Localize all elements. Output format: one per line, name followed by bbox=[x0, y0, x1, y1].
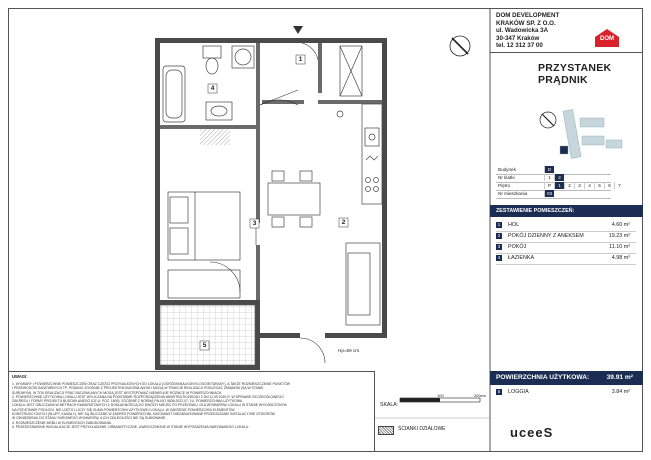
location-cell: 4 bbox=[584, 182, 594, 189]
notes-text bbox=[12, 382, 372, 429]
note-line: 1. WYMIARY I POWIERZCHNIE POMIESZCZEŃ ORAZ CZĘŚCI PRZYNALEŻNYCH DO LOKALU (OGRÓDKI/BALKONY/LOGGIE/TARASY), A TAKŻE ROZMIESZCZENIE PUNKTÓW bbox=[12, 382, 290, 386]
notes-title: UWAGI: bbox=[12, 374, 28, 379]
total-area-label: POWIERZCHNIA UŻYTKOWA: bbox=[496, 374, 590, 381]
note-line: NA PODSTAWIE PODŁOGI. NIE UJĘTO I LICZY SIĘ SUMA POWIERZCHNI UŻYTKOWEJ LOKALU. W ZAKRESIE POWIERZCHNI ELEMENTÓW bbox=[12, 407, 235, 412]
loggia-name: LOGGIA bbox=[508, 389, 529, 395]
location-cell: 2 bbox=[554, 174, 564, 181]
location-cell: 1 bbox=[554, 182, 564, 189]
location-cell: 2 bbox=[564, 182, 574, 189]
scale-end: 200cm bbox=[474, 393, 487, 398]
location-cell: 03 bbox=[544, 190, 554, 197]
scale-label: SKALA: bbox=[380, 402, 399, 408]
room-label-hall: 1 bbox=[298, 56, 303, 63]
room-name: HOL bbox=[508, 222, 520, 228]
scale-bar bbox=[400, 398, 480, 402]
location-row-label: Piętro bbox=[498, 183, 511, 188]
room-number: 4 bbox=[497, 255, 501, 260]
location-cell: 6 bbox=[604, 182, 614, 189]
note-line: KONSTRUKCYJNYCH (SŁUPY, KANAŁY), NIE SĄ WLICZANE W ZAKRES POWIERZCHNI, NATOMIAST NIEZABUDOWANE PRZEDSCIANKI INSTALACYJNE OTWORÓW bbox=[12, 412, 275, 417]
room-area: 4.60 m² bbox=[611, 222, 630, 228]
room-label-living: 2 bbox=[341, 219, 346, 226]
note-line: W ODNIESIENIU DO STANU SUROWEGO WYMIARÓW, A ICH ODLEGŁOŚCI NIE SĄ SUMOWANE. bbox=[12, 416, 167, 421]
height-note: Hp=59 cm bbox=[338, 348, 360, 353]
note-line: 2. POWIERZCHNIĘ UŻYTKOWĄ LOKALU JEST WYLICZANA NA PODSTAWIE ROZPORZĄDZENIA MINISTRA ROZWOJU Z DN 11.09.2020 R. W SPRAWIE SZCZEGÓŁOWEGO bbox=[12, 394, 284, 399]
developer-info bbox=[496, 12, 559, 50]
location-cell: 5 bbox=[594, 182, 604, 189]
scale-mid: 100 bbox=[437, 393, 444, 398]
loggia-number: 5 bbox=[497, 389, 501, 394]
room-label-bathroom: 4 bbox=[210, 85, 215, 92]
keyplan-compass-icon bbox=[540, 112, 556, 128]
room-name: POKÓJ bbox=[508, 244, 527, 250]
room-area: 19.23 m² bbox=[608, 233, 630, 239]
location-cell: 7 bbox=[614, 182, 624, 189]
total-area-bar bbox=[490, 371, 643, 385]
note-line: ZAKRESU I FORMY PROJEKTU BUDOWLANEGO (DZ.U. POZ. 1609), ZGODNIE Z NORMĄ PN-ISO 9836:2022-07. 1U. POWIERZCHNIA UŻYTKOWA bbox=[12, 399, 243, 404]
room-label-bedroom: 3 bbox=[252, 220, 257, 227]
total-area-value: 39.91 m² bbox=[606, 374, 633, 381]
note-line: LOKALU JEST OBLICZANA W METRACH KWADRATOWYCH Z DOKŁADNOŚCIĄ DO DWÓCH MIEJSC PO PRZECINKU, DLA WYMIARÓW LOKALU W STANIE WYKOŃCZONYM. bbox=[12, 403, 288, 408]
location-row-label: Budynek bbox=[498, 167, 516, 172]
interior-walls bbox=[160, 43, 382, 300]
room-row bbox=[496, 253, 636, 265]
developer-street: ul. Wadowicka 3A bbox=[496, 27, 549, 35]
compass-icon bbox=[450, 36, 470, 56]
room-area: 4.98 m² bbox=[611, 255, 630, 261]
note-line: 4. ROZMIESZCZENIE MEBLI W ELEMENTACH ZABUDOWANIA. bbox=[12, 420, 112, 425]
project-line2: PRĄDNIK bbox=[538, 74, 588, 86]
room-number: 2 bbox=[497, 233, 501, 238]
location-cell: 3 bbox=[574, 182, 584, 189]
note-line: SUROWYM). W TOK REALIZACJI PRAC BUDOWLANYCH MOGĄ JEST WYSTĘPOWAĆ NIEWIELKIE RÓŻNICE W POWIERZCHNIACH. bbox=[12, 390, 223, 395]
project-line1: PRZYSTANEK bbox=[538, 62, 612, 74]
room-number: 3 bbox=[497, 244, 501, 249]
developer-company: KRAKÓW SP. Z O.O. bbox=[496, 19, 556, 27]
developer-phone: tel. 12 312 37 00 bbox=[496, 42, 543, 50]
developer-name: DOM DEVELOPMENT bbox=[496, 12, 560, 19]
location-row-label: Nr klatki bbox=[498, 175, 515, 180]
entrance-arrow-icon bbox=[293, 26, 303, 34]
room-area: 11.10 m² bbox=[609, 244, 630, 250]
location-row-label: Nr mieszkania bbox=[498, 191, 528, 196]
footer-logo: uceeS bbox=[510, 425, 554, 440]
note-line: I PRZEWODÓW SANITARNYCH TP. PODANO ZGODNIE Z PROJEKTEM BUDOWLANYM I MOGĄ W TRAKCIE REALIZACJI PODLEGAĆ ZMIANOM (SĄ W STANIE bbox=[12, 386, 264, 391]
key-plan bbox=[560, 109, 622, 158]
room-number: 1 bbox=[497, 222, 501, 227]
room-name: ŁAZIENKA bbox=[508, 255, 535, 261]
location-row bbox=[496, 190, 611, 199]
sofa bbox=[346, 243, 380, 325]
developer-logo-text: DOM bbox=[600, 36, 614, 42]
loggia-row bbox=[496, 387, 636, 398]
project-brand bbox=[538, 62, 611, 86]
loggia-floor bbox=[160, 305, 255, 365]
location-cell: D bbox=[544, 166, 554, 173]
developer-logo bbox=[592, 27, 622, 49]
room-name: POKÓJ DZIENNY Z ANEKSEM bbox=[508, 233, 584, 239]
loggia-area: 3.84 m² bbox=[611, 389, 630, 395]
partition-wall-swatch bbox=[378, 426, 394, 435]
location-cell: P bbox=[544, 182, 554, 189]
kitchen-fixtures bbox=[337, 46, 382, 204]
bedroom-furniture bbox=[168, 192, 240, 298]
partition-wall-label: ŚCIANKI DZIAŁOWE bbox=[398, 426, 446, 432]
developer-city: 30-347 Kraków bbox=[496, 34, 540, 42]
dining-set bbox=[268, 171, 320, 227]
rooms-header: ZESTAWIENIE POMIESZCZEŃ: bbox=[490, 205, 643, 217]
location-cell: 1 bbox=[544, 174, 554, 181]
room-label-loggia: 5 bbox=[202, 342, 207, 349]
note-line: 5. PRZEDSTAWIONE WIZUALIZACJE JEST PRZYKŁADOWE, URBANISTYCZNE, UWIDOCZNIONE W STANIE WYPOSAŻENIA NABYWANEGO LOKALU. bbox=[12, 424, 250, 429]
